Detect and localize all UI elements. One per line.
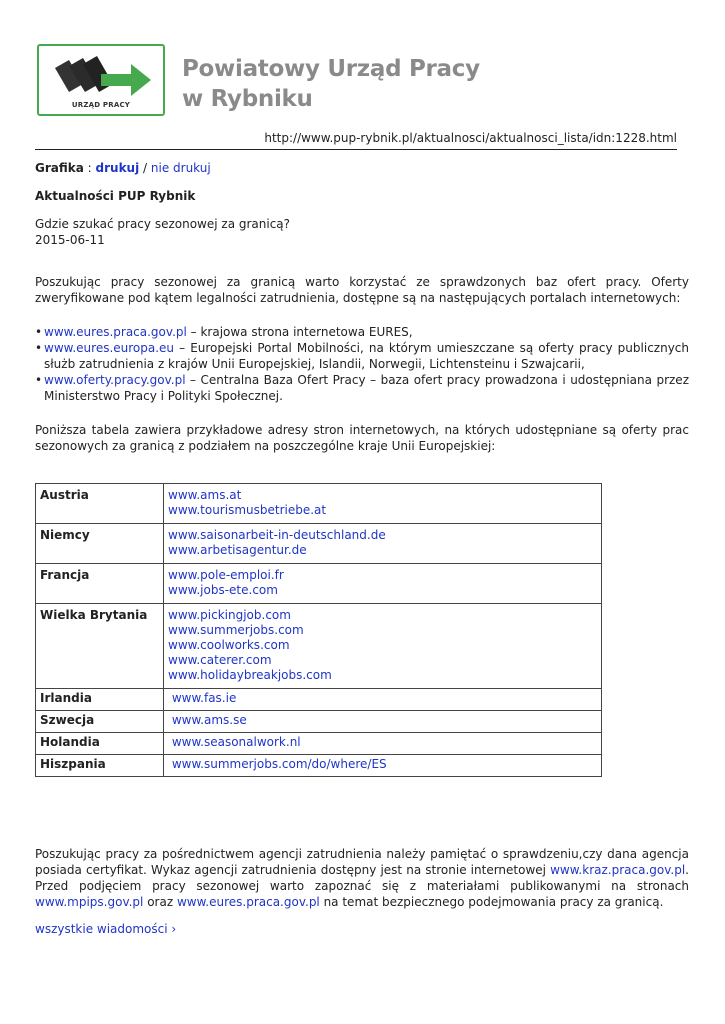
office-name-line1: Powiatowy Urząd Pracy (182, 56, 480, 82)
portal-description: – Centralna Baza Ofert Pracy – baza ofert pracy prowadzona i udostępniana przez Ministerstwo Pracy i Polityki Społecznej. (44, 373, 689, 403)
table-row (36, 689, 602, 711)
logo-arrow (101, 64, 151, 96)
list-item (35, 372, 689, 404)
logo-caption: URZĄD PRACY (71, 101, 131, 109)
site-link[interactable]: www.ams.at (168, 488, 242, 502)
table-row (36, 711, 602, 733)
country-name: Hiszpania (36, 755, 164, 777)
site-link[interactable]: www.coolworks.com (168, 638, 290, 652)
country-name: Szwecja (36, 711, 164, 733)
site-link[interactable]: www.pole-emploi.fr (168, 568, 284, 582)
office-name (182, 54, 480, 114)
table-row (36, 524, 602, 564)
article-intro: Poszukując pracy sezonowej za granicą warto korzystać ze sprawdzonych baz ofert pracy. Oferty zweryfikowane pod kątem legalności zatrudnienia, dostępne są na następujących portalach internetowych: (35, 275, 689, 305)
site-link[interactable]: www.ams.se (168, 713, 247, 727)
no-print-link[interactable]: nie drukuj (150, 161, 211, 175)
office-name-line2: w Rybniku (182, 86, 313, 112)
countries-table (35, 483, 602, 777)
country-name: Holandia (36, 733, 164, 755)
print-options (35, 160, 689, 176)
table-intro: Poniższa tabela zawiera przykładowe adresy stron internetowych, na których udostępniane są oferty prac sezonowych za granicą z podziałem na poszczególne kraje Unii Europejskiej: (35, 423, 689, 453)
site-link[interactable]: www.jobs-ete.com (168, 583, 278, 597)
portal-link-oferty-pracy[interactable]: www.oferty.pracy.gov.pl (44, 373, 186, 387)
page-url: http://www.pup-rybnik.pl/aktualnosci/aktualnosci_lista/idn:1228.html (264, 131, 677, 145)
table-row (36, 564, 602, 604)
portal-list (35, 324, 689, 404)
country-name: Austria (36, 484, 164, 524)
site-link[interactable]: www.saisonarbeit-in-deutschland.de (168, 528, 386, 542)
article-title: Gdzie szukać pracy sezonowej za granicą? (35, 217, 291, 231)
site-link[interactable]: www.holidaybreakjobs.com (168, 668, 332, 682)
logo (37, 44, 165, 116)
list-item (35, 340, 689, 372)
closing-text: na temat bezpiecznego podejmowania pracy za granicą. (319, 895, 664, 909)
article-date: 2015-06-11 (35, 233, 105, 247)
print-link[interactable]: drukuj (95, 161, 140, 175)
site-link[interactable]: www.pickingjob.com (168, 608, 291, 622)
eures-praca-link[interactable]: www.eures.praca.gov.pl (176, 895, 320, 909)
country-name: Wielka Brytania (36, 604, 164, 689)
table-row (36, 484, 602, 524)
print-options-divider: / (139, 161, 151, 175)
country-sites (164, 689, 602, 711)
portal-link-eures-europa[interactable]: www.eures.europa.eu (44, 341, 175, 355)
portal-description: – Europejski Portal Mobilności, na którym umieszczane są oferty pracy publicznych służb zatrudnienia z krajów Unii Europejskiej, Islandii, Norwegii, Lichtensteinu i Szwajcarii, (44, 341, 689, 371)
table-row (36, 755, 602, 777)
print-options-separator: : (83, 161, 96, 175)
country-sites (164, 604, 602, 689)
site-link[interactable]: www.tourismusbetriebe.at (168, 503, 327, 517)
print-options-label: Grafika (35, 161, 84, 175)
table-row (36, 733, 602, 755)
table-row (36, 604, 602, 689)
portal-link-eures-praca[interactable]: www.eures.praca.gov.pl (44, 325, 187, 339)
article-header (35, 216, 689, 248)
list-item (35, 324, 689, 340)
header-divider (35, 149, 677, 150)
closing-text: Poszukując pracy za pośrednictwem agencji zatrudnienia należy pamiętać o sprawdzeniu,czy dana agencja posiada certyfikat. Wykaz agencji zatrudnienia dostępny jest na stronie internetowej (35, 847, 689, 877)
country-sites (164, 564, 602, 604)
country-name: Francja (36, 564, 164, 604)
site-link[interactable]: www.arbetisagentur.de (168, 543, 307, 557)
country-sites (164, 755, 602, 777)
site-link[interactable]: www.fas.ie (168, 691, 237, 705)
mpips-link[interactable]: www.mpips.gov.pl (35, 895, 144, 909)
site-link[interactable]: www.summerjobs.com/do/where/ES (168, 757, 387, 771)
country-sites (164, 484, 602, 524)
portal-description: – krajowa strona internetowa EURES, (186, 325, 413, 339)
site-link[interactable]: www.caterer.com (168, 653, 272, 667)
country-name: Irlandia (36, 689, 164, 711)
closing-paragraph (35, 846, 689, 910)
country-sites (164, 733, 602, 755)
site-link[interactable]: www.summerjobs.com (168, 623, 304, 637)
country-sites (164, 524, 602, 564)
country-sites (164, 711, 602, 733)
closing-text: . Przed podjęciem pracy sezonowej warto zapoznać się z materiałami publikowanymi na stronach (35, 863, 689, 893)
main-content (35, 158, 689, 454)
section-title: Aktualności PUP Rybnik (35, 189, 196, 203)
site-link[interactable]: www.seasonalwork.nl (168, 735, 301, 749)
closing-text: oraz (143, 895, 177, 909)
country-name: Niemcy (36, 524, 164, 564)
kraz-link[interactable]: www.kraz.praca.gov.pl (550, 863, 686, 877)
all-news-link[interactable]: wszystkie wiadomości › (35, 922, 177, 936)
